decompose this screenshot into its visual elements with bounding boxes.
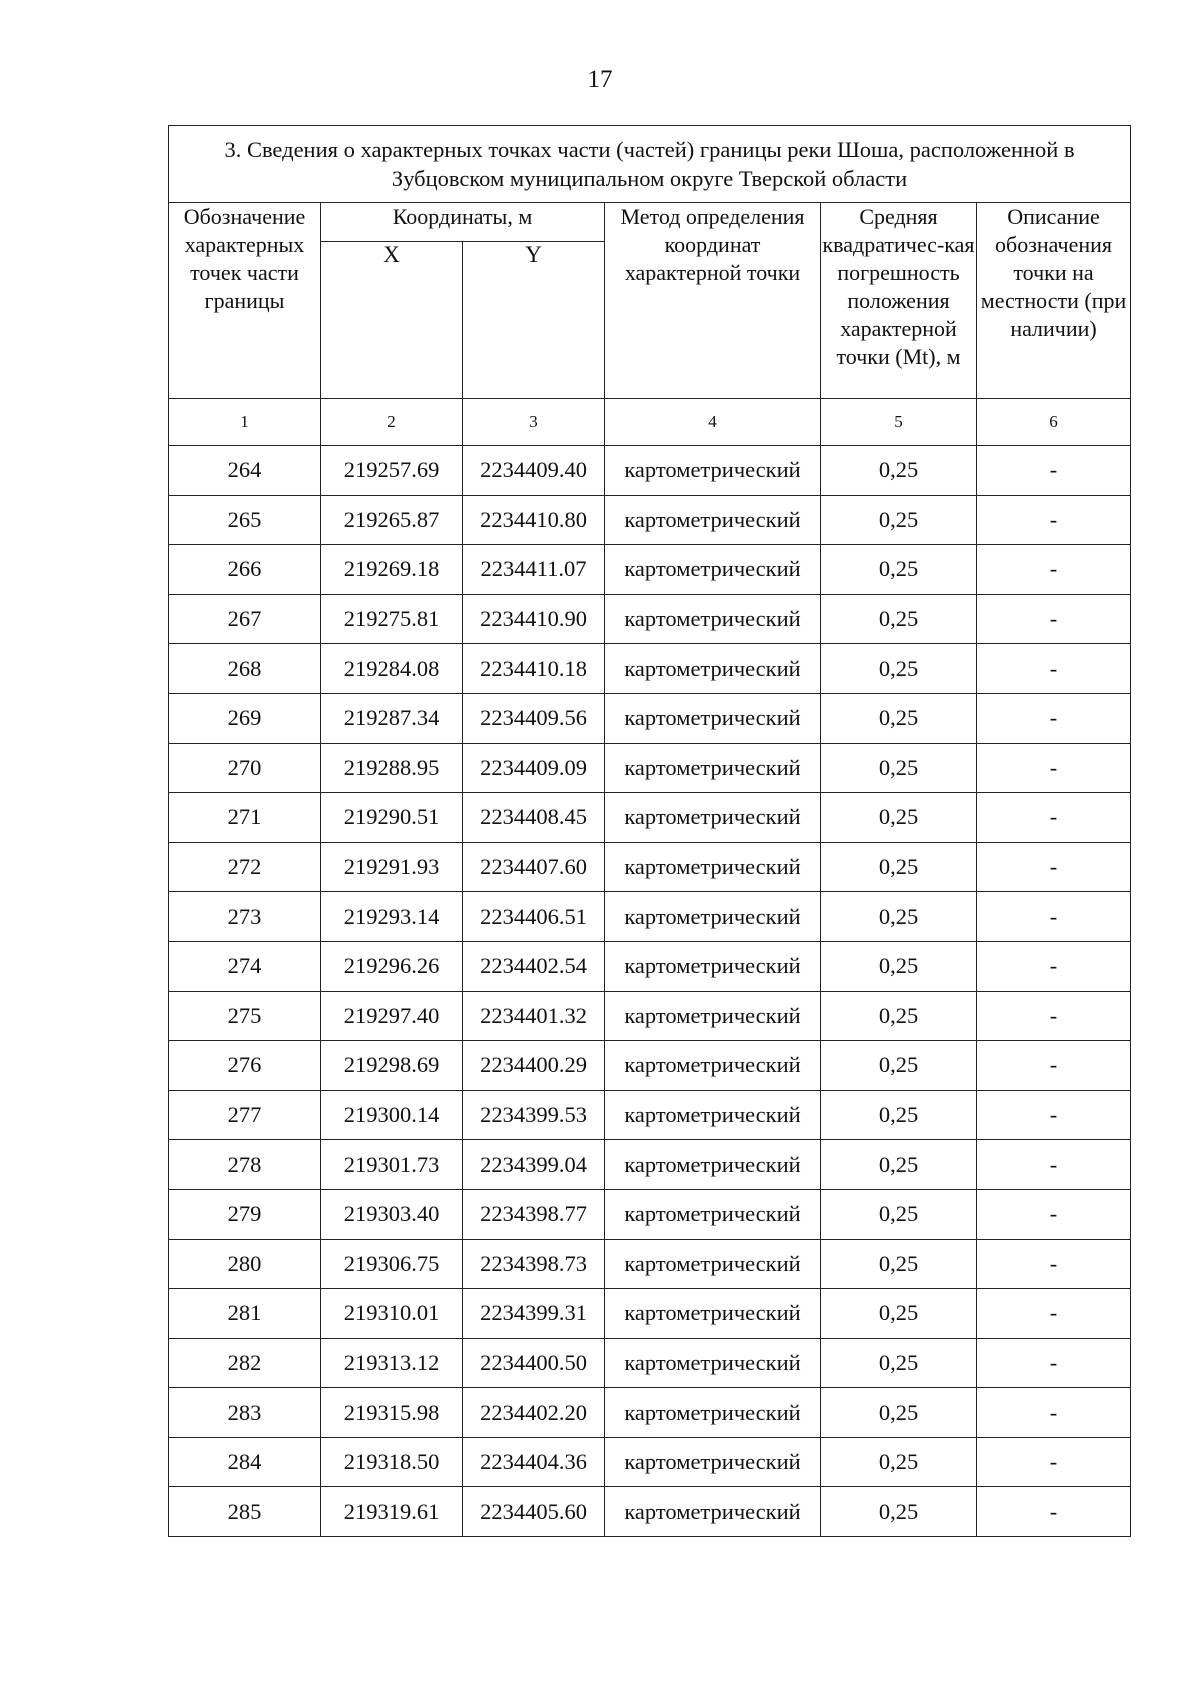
x-coordinate-cell: 219296.26 <box>321 941 463 991</box>
error-cell: 0,25 <box>821 1041 977 1091</box>
x-coordinate-cell: 219284.08 <box>321 644 463 694</box>
method-cell: картометрический <box>605 1388 821 1438</box>
point-id-cell: 266 <box>169 545 321 595</box>
point-id-cell: 285 <box>169 1487 321 1537</box>
table-row <box>169 1437 1131 1487</box>
x-coordinate-cell: 219265.87 <box>321 495 463 545</box>
error-cell: 0,25 <box>821 446 977 496</box>
x-coordinate-cell: 219298.69 <box>321 1041 463 1091</box>
point-id-cell: 275 <box>169 991 321 1041</box>
method-cell: картометрический <box>605 1338 821 1388</box>
y-coordinate-cell: 2234406.51 <box>463 892 605 942</box>
method-cell: картометрический <box>605 743 821 793</box>
y-coordinate-cell: 2234405.60 <box>463 1487 605 1537</box>
description-cell: - <box>977 1338 1131 1388</box>
point-id-cell: 265 <box>169 495 321 545</box>
error-cell: 0,25 <box>821 941 977 991</box>
description-cell: - <box>977 793 1131 843</box>
x-coordinate-cell: 219288.95 <box>321 743 463 793</box>
table-row <box>169 1388 1131 1438</box>
y-coordinate-cell: 2234402.20 <box>463 1388 605 1438</box>
boundary-points-table <box>168 125 1131 1537</box>
method-cell: картометрический <box>605 1189 821 1239</box>
y-coordinate-cell: 2234408.45 <box>463 793 605 843</box>
description-cell: - <box>977 545 1131 595</box>
y-coordinate-cell: 2234410.90 <box>463 594 605 644</box>
error-cell: 0,25 <box>821 991 977 1041</box>
error-cell: 0,25 <box>821 793 977 843</box>
point-id-cell: 270 <box>169 743 321 793</box>
x-coordinate-cell: 219269.18 <box>321 545 463 595</box>
error-cell: 0,25 <box>821 693 977 743</box>
table-row <box>169 743 1131 793</box>
x-coordinate-cell: 219315.98 <box>321 1388 463 1438</box>
point-id-cell: 278 <box>169 1140 321 1190</box>
table-row <box>169 842 1131 892</box>
description-cell: - <box>977 1140 1131 1190</box>
y-coordinate-cell: 2234398.73 <box>463 1239 605 1289</box>
error-cell: 0,25 <box>821 1338 977 1388</box>
y-coordinate-cell: 2234404.36 <box>463 1437 605 1487</box>
x-coordinate-cell: 219319.61 <box>321 1487 463 1537</box>
point-id-cell: 271 <box>169 793 321 843</box>
table-row <box>169 941 1131 991</box>
point-id-cell: 274 <box>169 941 321 991</box>
method-cell: картометрический <box>605 842 821 892</box>
table-row <box>169 1140 1131 1190</box>
table-row <box>169 1239 1131 1289</box>
method-cell: картометрический <box>605 991 821 1041</box>
method-cell: картометрический <box>605 892 821 942</box>
method-cell: картометрический <box>605 941 821 991</box>
x-coordinate-cell: 219293.14 <box>321 892 463 942</box>
table-row <box>169 793 1131 843</box>
y-coordinate-cell: 2234409.56 <box>463 693 605 743</box>
point-id-cell: 283 <box>169 1388 321 1438</box>
error-cell: 0,25 <box>821 1388 977 1438</box>
table-row <box>169 495 1131 545</box>
table-row <box>169 892 1131 942</box>
y-coordinate-cell: 2234410.18 <box>463 644 605 694</box>
y-coordinate-cell: 2234409.09 <box>463 743 605 793</box>
column-number: 6 <box>977 399 1131 446</box>
x-coordinate-cell: 219313.12 <box>321 1338 463 1388</box>
table-row <box>169 594 1131 644</box>
error-cell: 0,25 <box>821 1487 977 1537</box>
table-title-row <box>169 126 1131 203</box>
description-cell: - <box>977 743 1131 793</box>
header-row <box>169 203 1131 242</box>
error-cell: 0,25 <box>821 1189 977 1239</box>
method-cell: картометрический <box>605 793 821 843</box>
y-coordinate-cell: 2234400.50 <box>463 1338 605 1388</box>
point-id-cell: 272 <box>169 842 321 892</box>
error-cell: 0,25 <box>821 1140 977 1190</box>
point-id-cell: 280 <box>169 1239 321 1289</box>
column-number: 4 <box>605 399 821 446</box>
method-cell: картометрический <box>605 545 821 595</box>
description-cell: - <box>977 1487 1131 1537</box>
x-coordinate-cell: 219291.93 <box>321 842 463 892</box>
point-id-cell: 279 <box>169 1189 321 1239</box>
method-cell: картометрический <box>605 1239 821 1289</box>
point-id-cell: 276 <box>169 1041 321 1091</box>
x-coordinate-cell: 219257.69 <box>321 446 463 496</box>
error-cell: 0,25 <box>821 594 977 644</box>
description-cell: - <box>977 1239 1131 1289</box>
x-coordinate-cell: 219301.73 <box>321 1140 463 1190</box>
point-id-cell: 273 <box>169 892 321 942</box>
x-coordinate-cell: 219318.50 <box>321 1437 463 1487</box>
x-coordinate-cell: 219300.14 <box>321 1090 463 1140</box>
description-cell: - <box>977 892 1131 942</box>
description-cell: - <box>977 446 1131 496</box>
method-cell: картометрический <box>605 693 821 743</box>
table-row <box>169 693 1131 743</box>
header-y: Y <box>463 242 605 399</box>
point-id-cell: 282 <box>169 1338 321 1388</box>
description-cell: - <box>977 941 1131 991</box>
point-id-cell: 269 <box>169 693 321 743</box>
x-coordinate-cell: 219275.81 <box>321 594 463 644</box>
x-coordinate-cell: 219306.75 <box>321 1239 463 1289</box>
method-cell: картометрический <box>605 1437 821 1487</box>
y-coordinate-cell: 2234399.31 <box>463 1289 605 1339</box>
column-numbers-row <box>169 399 1131 446</box>
column-number: 3 <box>463 399 605 446</box>
table-body <box>169 446 1131 1537</box>
point-id-cell: 268 <box>169 644 321 694</box>
method-cell: картометрический <box>605 1041 821 1091</box>
point-id-cell: 267 <box>169 594 321 644</box>
y-coordinate-cell: 2234402.54 <box>463 941 605 991</box>
column-number: 1 <box>169 399 321 446</box>
description-cell: - <box>977 644 1131 694</box>
description-cell: - <box>977 495 1131 545</box>
point-id-cell: 264 <box>169 446 321 496</box>
y-coordinate-cell: 2234400.29 <box>463 1041 605 1091</box>
header-description: Описание обозначения точки на местности (при наличии) <box>977 203 1131 399</box>
error-cell: 0,25 <box>821 1090 977 1140</box>
error-cell: 0,25 <box>821 1239 977 1289</box>
error-cell: 0,25 <box>821 644 977 694</box>
y-coordinate-cell: 2234411.07 <box>463 545 605 595</box>
description-cell: - <box>977 1189 1131 1239</box>
error-cell: 0,25 <box>821 842 977 892</box>
table-title: 3. Сведения о характерных точках части (частей) границы реки Шоша, расположенной в Зубцовском муниципальном округе Тверской области <box>169 126 1131 203</box>
error-cell: 0,25 <box>821 495 977 545</box>
error-cell: 0,25 <box>821 1437 977 1487</box>
method-cell: картометрический <box>605 446 821 496</box>
column-number: 5 <box>821 399 977 446</box>
description-cell: - <box>977 1388 1131 1438</box>
x-coordinate-cell: 219310.01 <box>321 1289 463 1339</box>
table-row <box>169 1041 1131 1091</box>
error-cell: 0,25 <box>821 1289 977 1339</box>
error-cell: 0,25 <box>821 743 977 793</box>
y-coordinate-cell: 2234401.32 <box>463 991 605 1041</box>
y-coordinate-cell: 2234399.04 <box>463 1140 605 1190</box>
header-method: Метод определения координат характерной точки <box>605 203 821 399</box>
error-cell: 0,25 <box>821 892 977 942</box>
method-cell: картометрический <box>605 1487 821 1537</box>
header-error: Средняя квадратичес-кая погрешность положения характерной точки (Mt), м <box>821 203 977 399</box>
y-coordinate-cell: 2234409.40 <box>463 446 605 496</box>
description-cell: - <box>977 1090 1131 1140</box>
method-cell: картометрический <box>605 495 821 545</box>
description-cell: - <box>977 1437 1131 1487</box>
table-row <box>169 545 1131 595</box>
y-coordinate-cell: 2234398.77 <box>463 1189 605 1239</box>
description-cell: - <box>977 693 1131 743</box>
description-cell: - <box>977 1289 1131 1339</box>
header-x: X <box>321 242 463 399</box>
method-cell: картометрический <box>605 594 821 644</box>
description-cell: - <box>977 842 1131 892</box>
method-cell: картометрический <box>605 644 821 694</box>
y-coordinate-cell: 2234407.60 <box>463 842 605 892</box>
table-row <box>169 1189 1131 1239</box>
header-designation: Обозначение характерных точек части границы <box>169 203 321 399</box>
table-row <box>169 991 1131 1041</box>
y-coordinate-cell: 2234399.53 <box>463 1090 605 1140</box>
page-number: 17 <box>587 66 613 93</box>
description-cell: - <box>977 1041 1131 1091</box>
column-number: 2 <box>321 399 463 446</box>
table-row <box>169 1289 1131 1339</box>
point-id-cell: 284 <box>169 1437 321 1487</box>
table-row <box>169 1090 1131 1140</box>
error-cell: 0,25 <box>821 545 977 595</box>
table-row <box>169 446 1131 496</box>
method-cell: картометрический <box>605 1090 821 1140</box>
y-coordinate-cell: 2234410.80 <box>463 495 605 545</box>
x-coordinate-cell: 219297.40 <box>321 991 463 1041</box>
table-row <box>169 644 1131 694</box>
point-id-cell: 281 <box>169 1289 321 1339</box>
description-cell: - <box>977 991 1131 1041</box>
point-id-cell: 277 <box>169 1090 321 1140</box>
description-cell: - <box>977 594 1131 644</box>
method-cell: картометрический <box>605 1140 821 1190</box>
x-coordinate-cell: 219290.51 <box>321 793 463 843</box>
x-coordinate-cell: 219303.40 <box>321 1189 463 1239</box>
method-cell: картометрический <box>605 1289 821 1339</box>
header-coordinates: Координаты, м <box>321 203 605 242</box>
table-row <box>169 1487 1131 1537</box>
table-row <box>169 1338 1131 1388</box>
x-coordinate-cell: 219287.34 <box>321 693 463 743</box>
